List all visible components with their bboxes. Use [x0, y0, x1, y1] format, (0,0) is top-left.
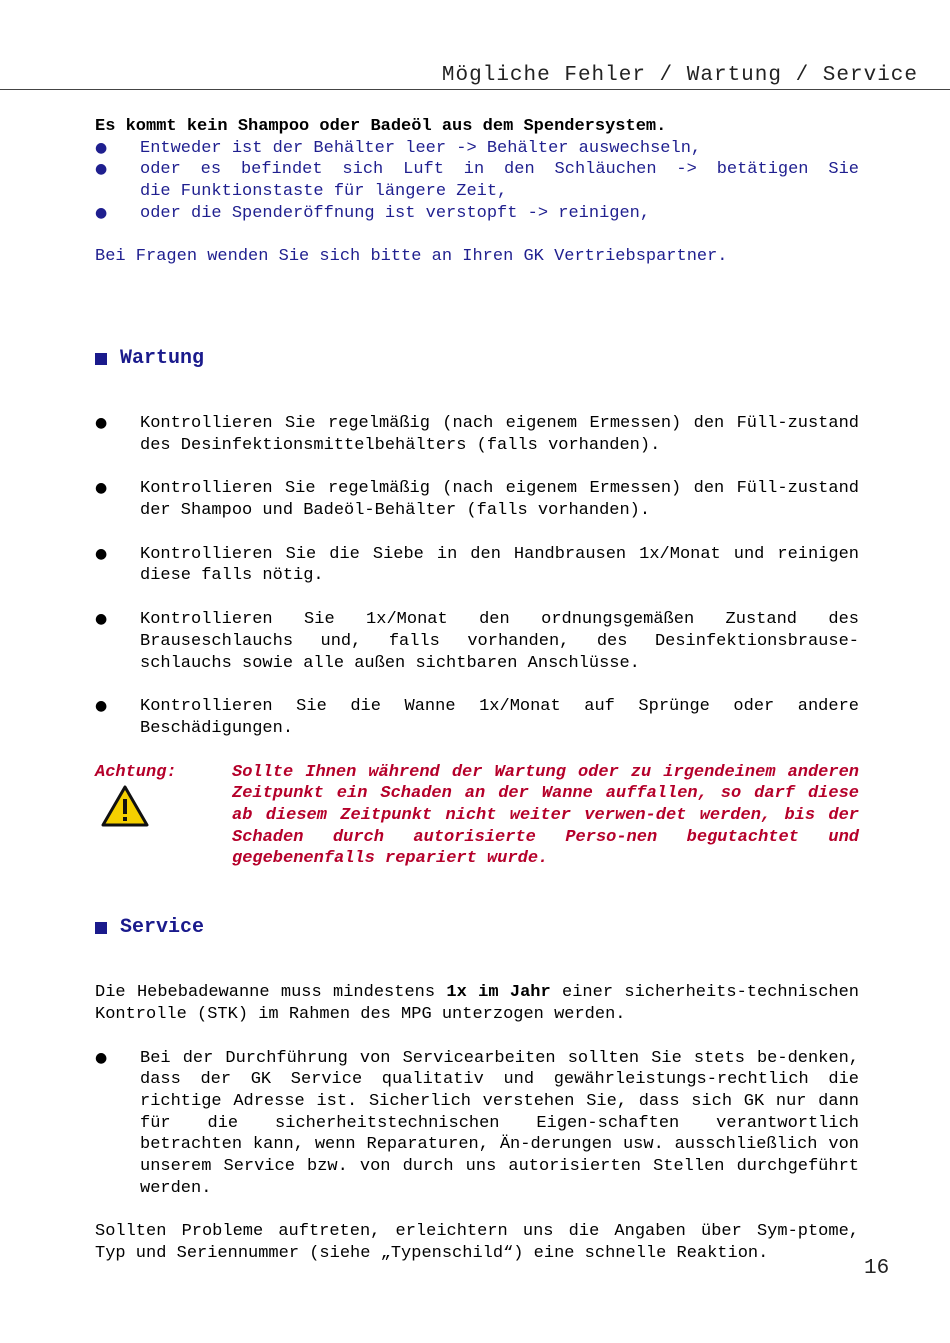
- bullet-icon: ●: [95, 414, 108, 431]
- warning-triangle-icon: [101, 785, 149, 827]
- list-item-text: Kontrollieren Sie regelmäßig (nach eigenem Ermessen) den Füll-zustand der Shampoo und Badeöl-Behälter (falls vorhanden).: [140, 479, 859, 521]
- service-intro: [95, 982, 859, 1025]
- list-item-text: oder es befindet sich Luft in den Schläuchen -> betätigen Sie die Funktionstaste für längere Zeit,: [140, 160, 859, 202]
- list-item-text: Kontrollieren Sie die Wanne 1x/Monat auf Sprünge oder andere Beschädigungen.: [140, 697, 859, 738]
- warning-label: Achtung:: [95, 762, 177, 782]
- service-intro-end: einer sicherheits-technischen Kontrolle (STK) im Rahmen des MPG unterzogen werden.: [95, 983, 860, 1024]
- list-item: [95, 696, 859, 739]
- section-title-text: Wartung: [120, 346, 205, 370]
- list-item-text: Bei der Durchführung von Servicearbeiten sollten Sie stets be-denken, dass der GK Service qualitativ und gewährleistungs-rechtlich die richtige Adresse ist. Sicherlich verstehen Sie, dass sich GK nur dann für die sicherheitstechnischen Eigen-schaften verantwortlich betrachten kann, wenn Reparaturen, Än-derungen usw. ausschließlich von unserem Service bzw. von durch uns autorisierten Stellen durchgeführt werden.: [140, 1048, 859, 1198]
- page-content: [95, 116, 859, 1265]
- section-title-text: Service: [120, 916, 205, 940]
- header-divider: [0, 89, 950, 90]
- service-intro-start: Die Hebebadewanne muss mindestens: [95, 983, 436, 1003]
- contact-note: Bei Fragen wenden Sie sich bitte an Ihren GK Vertriebspartner.: [95, 247, 728, 267]
- bullet-icon: ●: [95, 161, 108, 178]
- list-item-text: Entweder ist der Behälter leer -> Behälter auswechseln,: [140, 138, 702, 158]
- list-item: [95, 478, 859, 521]
- list-item: [95, 609, 859, 674]
- bullet-icon: ●: [95, 611, 108, 628]
- warning-block: [95, 762, 859, 871]
- list-item: [95, 413, 859, 456]
- faults-list: [95, 138, 859, 225]
- bullet-icon: ●: [95, 545, 108, 562]
- square-bullet-icon: [95, 922, 107, 934]
- warning-left: [95, 762, 232, 871]
- list-item: [95, 1048, 859, 1200]
- bullet-icon: ●: [95, 1049, 108, 1066]
- page-header-title: Mögliche Fehler / Wartung / Service: [441, 64, 918, 87]
- page-number: 16: [864, 1257, 890, 1280]
- section-title-wartung: [95, 347, 859, 371]
- list-item: [95, 544, 859, 587]
- faults-heading: Es kommt kein Shampoo oder Badeöl aus dem Spendersystem.: [95, 117, 667, 136]
- service-list: [95, 1048, 859, 1200]
- wartung-list: [95, 413, 859, 740]
- list-item-text: Kontrollieren Sie die Siebe in den Handbrausen 1x/Monat und reinigen diese falls nötig.: [140, 544, 859, 586]
- warning-text: Sollte Ihnen während der Wartung oder zu irgendeinem anderen Zeitpunkt ein Schaden an der Wanne auffallen, so darf diese ab diesem Zeitpunkt nicht weiter verwen-det werden, bis der Schaden durch autorisierte Perso-nen begutachtet und gegebenenfalls repariert wurde.: [232, 762, 859, 869]
- list-item: [95, 138, 859, 160]
- list-item-text: oder die Spenderöffnung ist verstopft -> reinigen,: [140, 203, 651, 223]
- list-item-text: Kontrollieren Sie 1x/Monat den ordnungsgemäßen Zustand des Brauseschlauchs und, falls vorhanden, des Desinfektionsbrause-schlauchs sowie alle außen sichtbaren Anschlüsse.: [140, 610, 859, 673]
- service-closing: Sollten Probleme auftreten, erleichtern uns die Angaben über Sym-ptome, Typ und Seriennummer (siehe „Typenschild“) eine schnelle Reaktion.: [95, 1222, 859, 1264]
- list-item: [95, 203, 859, 225]
- bullet-icon: ●: [95, 480, 108, 497]
- list-item-text: Kontrollieren Sie regelmäßig (nach eigenem Ermessen) den Füll-zustand des Desinfektionsmittelbehälters (falls vorhanden).: [140, 413, 859, 455]
- bullet-icon: ●: [95, 204, 108, 221]
- bullet-icon: ●: [95, 139, 108, 156]
- section-title-service: [95, 916, 859, 940]
- bullet-icon: ●: [95, 698, 108, 715]
- square-bullet-icon: [95, 353, 107, 365]
- service-intro-emphasis: 1x im Jahr: [446, 983, 551, 1003]
- list-item: [95, 159, 859, 202]
